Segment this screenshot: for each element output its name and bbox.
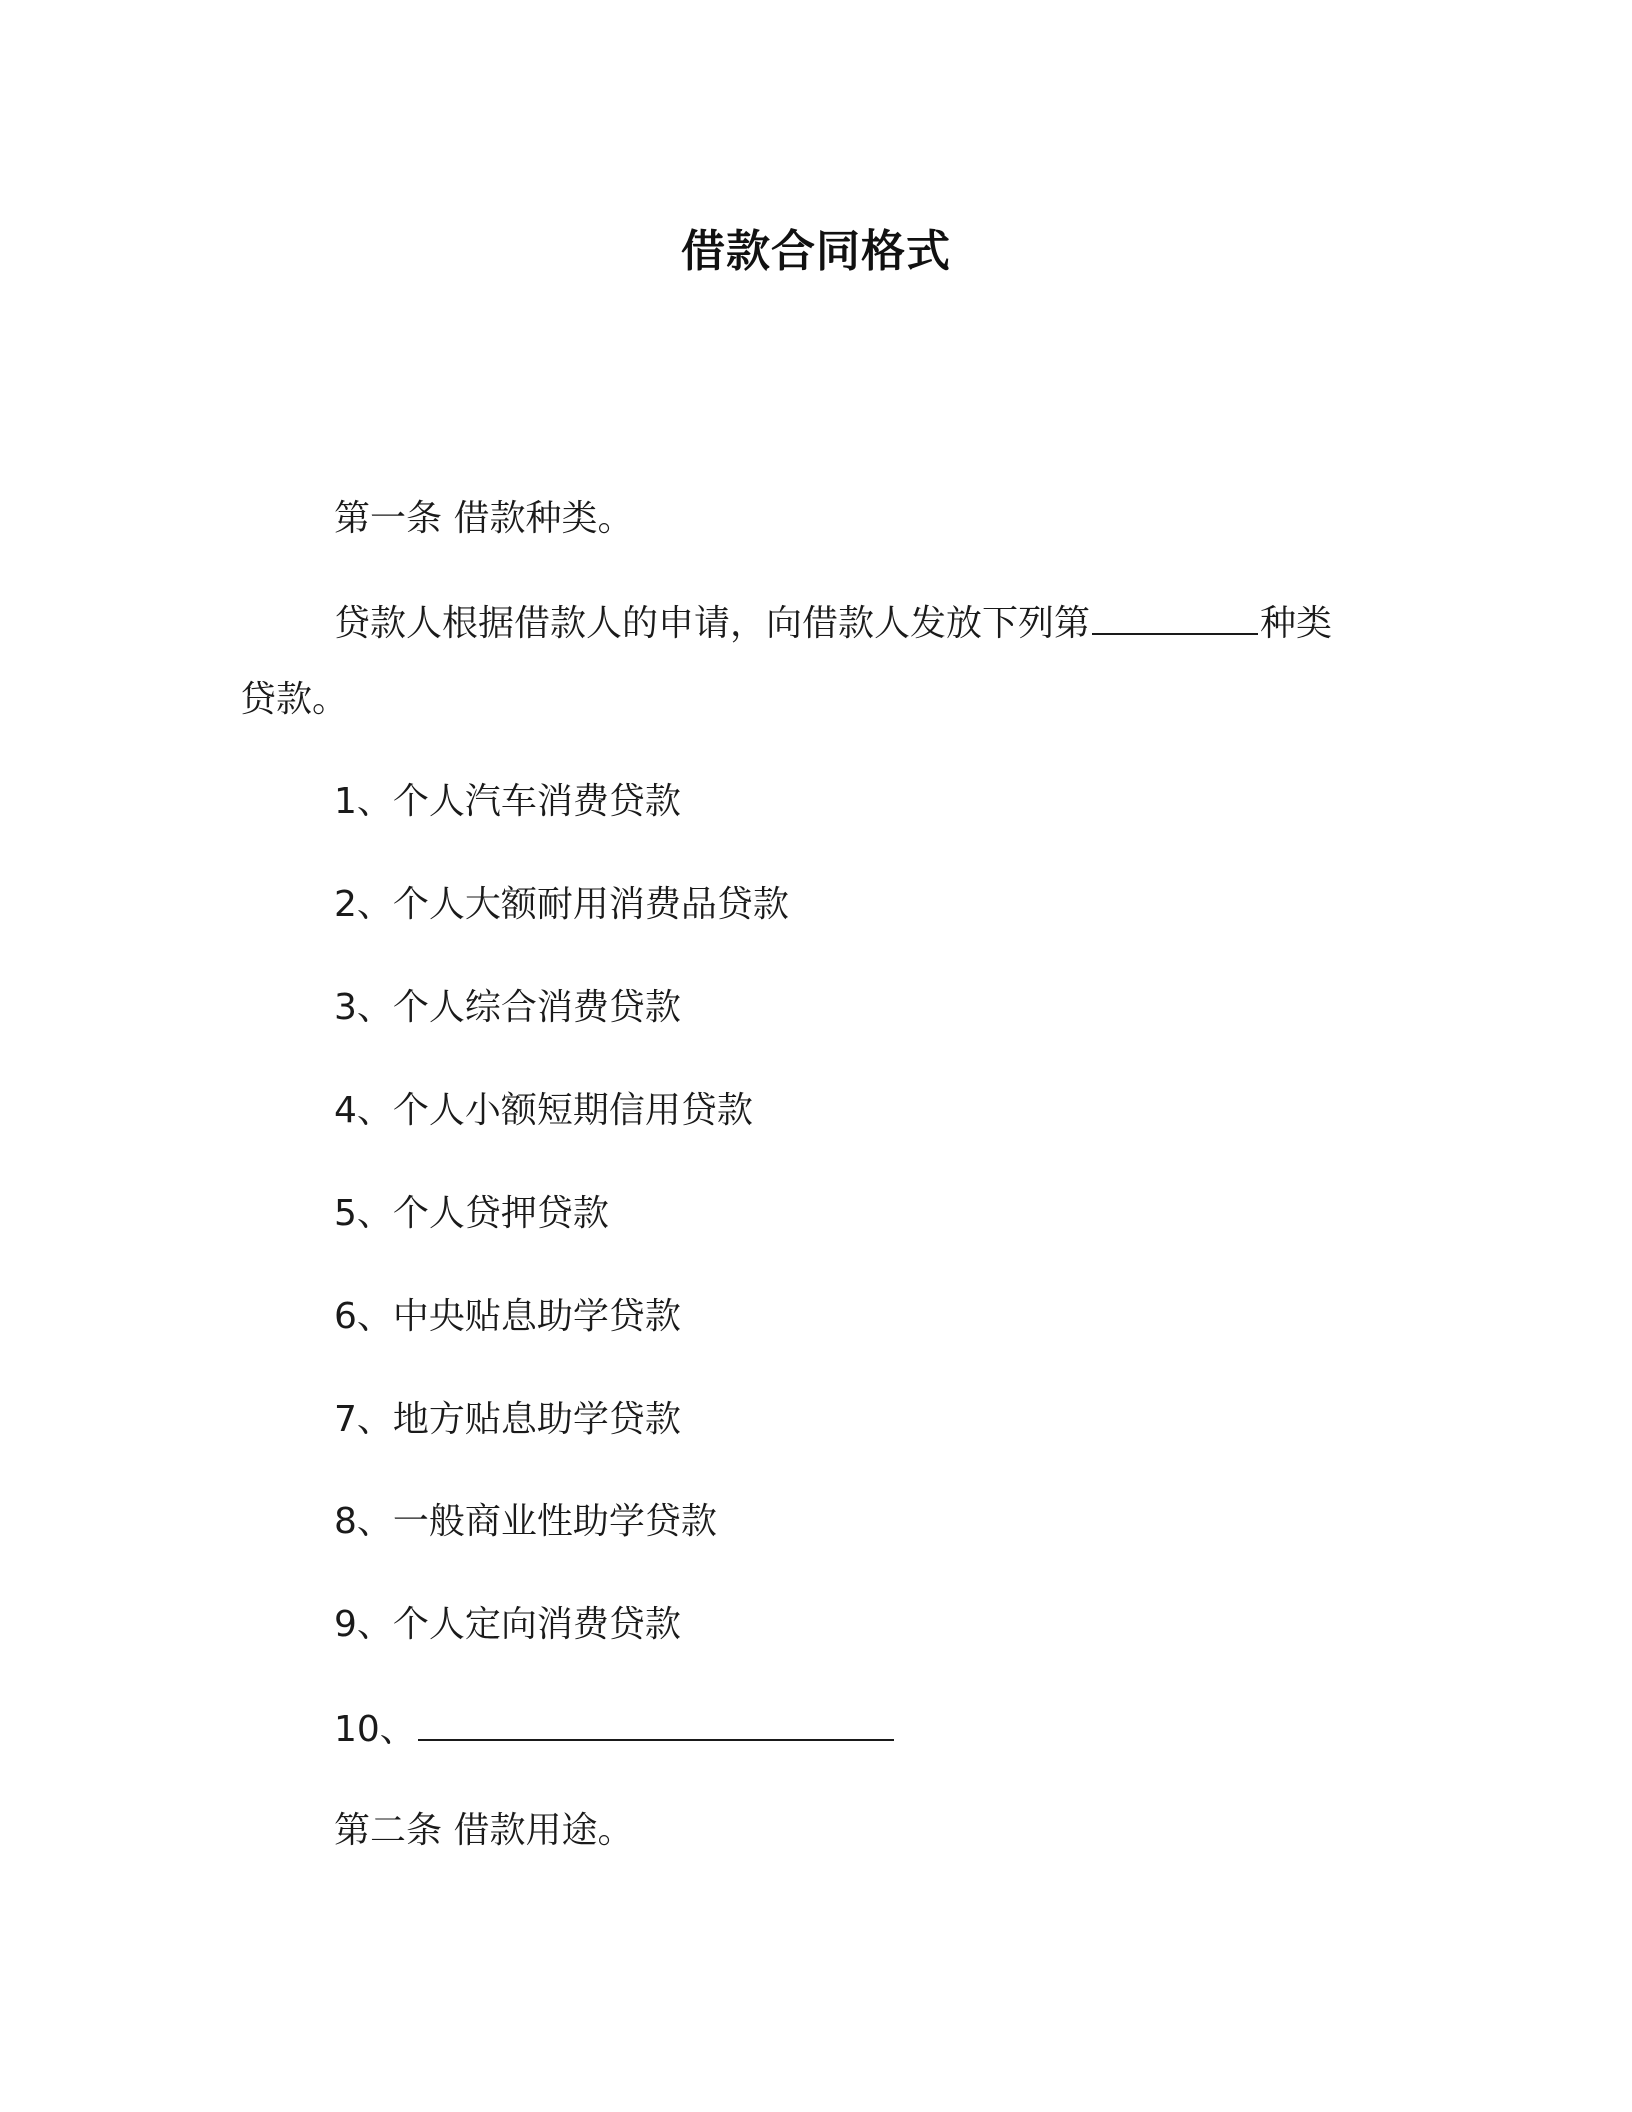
loan-type-item: 8、一般商业性助学贷款 (334, 1501, 717, 1542)
article-1-heading: 第一条 借款种类。 (334, 498, 634, 539)
loan-type-item-10 (334, 1703, 896, 1755)
loan-type-blank (1092, 597, 1258, 635)
document-title: 借款合同格式 (681, 226, 951, 277)
loan-type-item: 4、个人小额短期信用贷款 (334, 1090, 753, 1131)
article-1-paragraph-text: 贷款人根据借款人的申请，向借款人发放下列第 (334, 603, 1091, 644)
loan-type-item: 7、地方贴息助学贷款 (334, 1399, 681, 1440)
other-loan-type-blank (418, 1703, 894, 1741)
loan-type-item: 2、个人大额耐用消费品贷款 (334, 884, 789, 925)
article-1-paragraph (334, 597, 1332, 649)
article-2-heading: 第二条 借款用途。 (334, 1810, 634, 1851)
article-1-paragraph-continuation: 贷款。 (240, 679, 349, 720)
loan-type-item: 9、个人定向消费贷款 (334, 1604, 681, 1645)
loan-type-item-10-number: 10、 (334, 1709, 416, 1750)
loan-type-item: 3、个人综合消费贷款 (334, 987, 681, 1028)
loan-type-item: 5、个人贷押贷款 (334, 1193, 609, 1234)
loan-type-item: 1、个人汽车消费贷款 (334, 781, 681, 822)
article-1-paragraph-suffix: 种类 (1260, 603, 1333, 644)
loan-type-item: 6、中央贴息助学贷款 (334, 1296, 681, 1337)
